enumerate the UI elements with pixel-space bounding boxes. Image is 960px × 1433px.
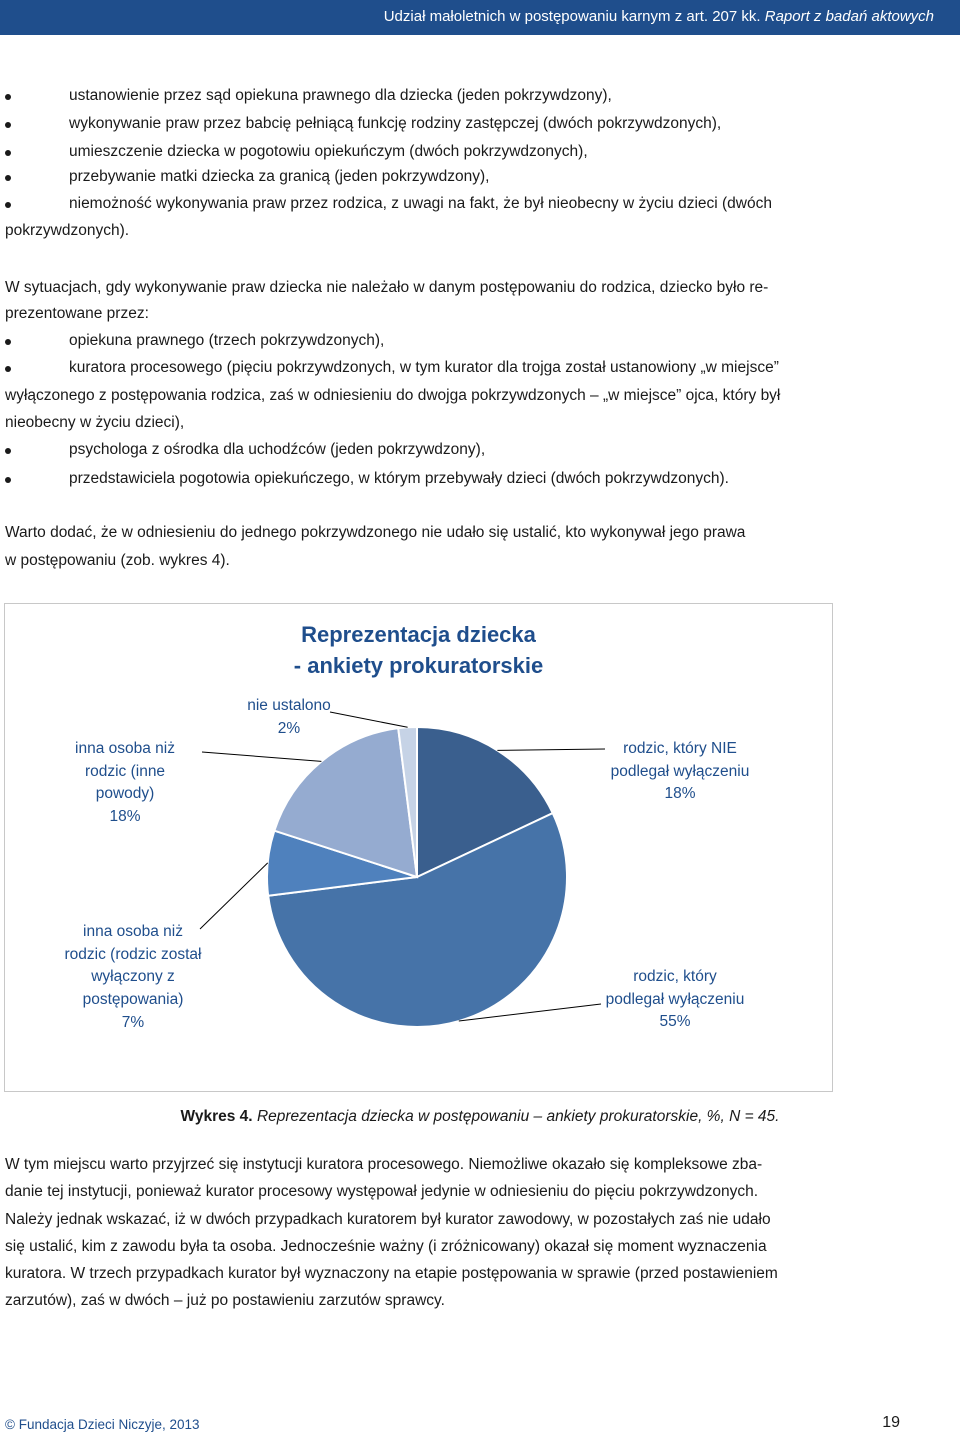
header-title-italic: Raport z badań aktowych (764, 8, 934, 25)
bullet-icon (5, 122, 11, 128)
list-item-continuation: pokrzywdzonych). (5, 222, 130, 239)
bullet-icon (5, 202, 11, 208)
leader-line (202, 752, 321, 761)
chart-title-line2: - ankiety prokuratorskie (293, 653, 544, 678)
slice-label-wylaczony: inna osoba niż rodzic (rodzic został wyłączony z postępowania) 7% (64, 923, 202, 1031)
slice-label-nie-podlegal: rodzic, który NIE podlegał wyłączeniu 18% (610, 740, 750, 803)
bullet-icon (5, 175, 11, 181)
paragraph: W sytuacjach, gdy wykonywanie praw dziecka nie należało w danym postępowaniu do rodzica, dziecko było re- (5, 279, 769, 296)
chart-title-line1: Reprezentacja dziecka (301, 622, 536, 647)
bullet-icon (5, 150, 11, 156)
figure-caption: Wykres 4. Reprezentacja dziecka w postępowaniu – ankiety prokuratorskie, %, N = 45. (180, 1108, 780, 1125)
bullet-icon (5, 448, 11, 454)
bullet-icon (5, 366, 11, 372)
bullet-icon (5, 477, 11, 483)
bullet-icon (5, 94, 11, 100)
slice-label-inne-powody: inna osoba niż rodzic (inne powody) 18% (75, 740, 175, 826)
leader-line (200, 863, 268, 929)
chart-container (4, 603, 833, 1092)
slice-label-nie-ustalono: nie ustalono 2% (247, 697, 331, 737)
paragraph: W tym miejscu warto przyjrzeć się instytucji kuratora procesowego. Niemożliwe okazało się kompleksowe zba- danie tej instytucji, ponieważ kurator procesowy występował jedynie w odniesieniu do pięciu pokrzywdzonych. Należy jednak wskazać, iż w dwóch przypadkach kuratorem był kurator zawodowy, w pozostałych zaś nie udało się ustalić, kim z zawodu była ta osoba. Jednocześnie ważny (i zróżnicowany) okazał się moment wyznaczenia kuratora. W trzech przypadkach kurator był wyznaczony na etapie postępowania w sprawie (przed postawieniem zarzutów), zaś w dwóch – już po postawieniu zarzutów sprawcy. (5, 1156, 778, 1310)
footer-copyright: © Fundacja Dzieci Niczyje, 2013 (5, 1417, 200, 1432)
header-title-main: Udział małoletnich w postępowaniu karnym z art. 207 kk. (383, 8, 761, 25)
running-header (384, 8, 934, 25)
list-item-continuation: nieobecny w życiu dzieci), (5, 414, 185, 431)
bullet-icon (5, 339, 11, 345)
page-number: 19 (882, 1414, 900, 1431)
paragraph: prezentowane przez: (5, 305, 149, 322)
paragraph: w postępowaniu (zob. wykres 4). (5, 552, 230, 569)
header-bar (0, 0, 960, 35)
list-item-continuation: wyłączonego z postępowania rodzica, zaś w odniesieniu do dwojga pokrzywdzonych – „w miejsce” ojca, który był (5, 387, 781, 404)
paragraph: Warto dodać, że w odniesieniu do jednego pokrzywdzonego nie udało się ustalić, kto wykonywał jego prawa (5, 524, 746, 541)
leader-line (497, 749, 605, 750)
slice-label-podlegal: rodzic, który podlegał wyłączeniu 55% (605, 968, 745, 1031)
